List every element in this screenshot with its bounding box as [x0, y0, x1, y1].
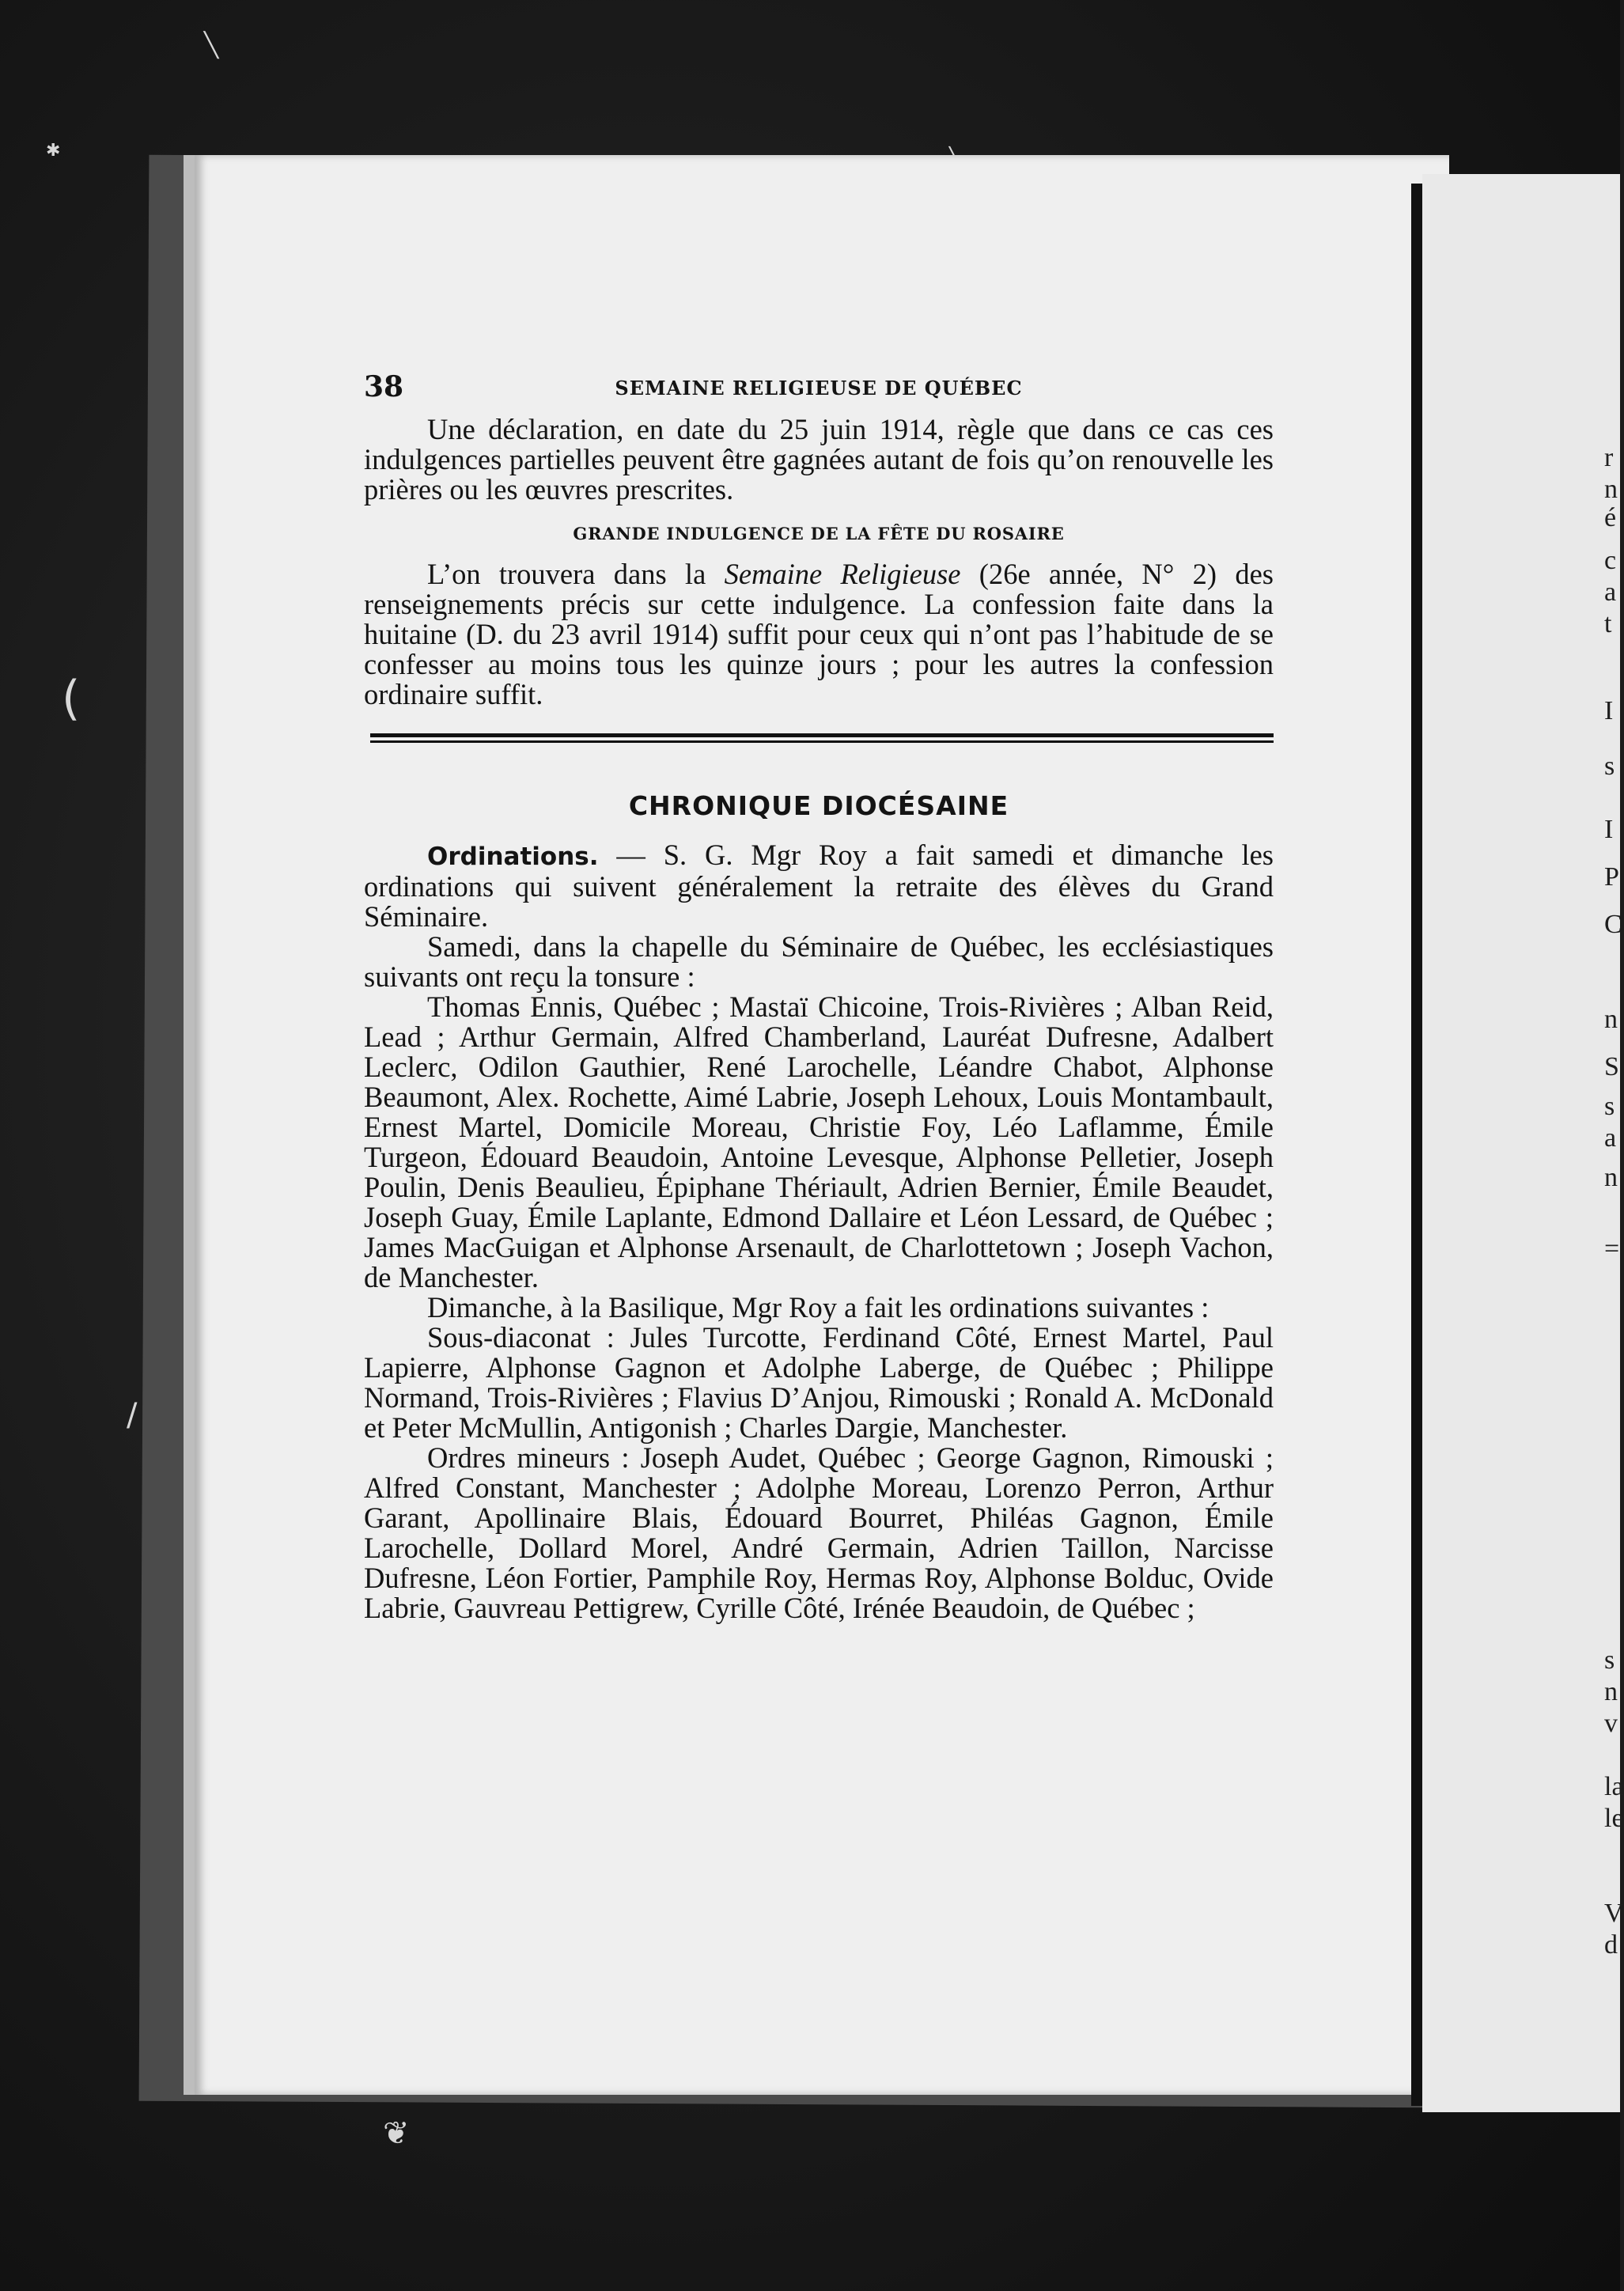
ordinations-text: — S. G. Mgr Roy a fait samedi et dimanche les ordinations qui suivent généralement la retraite des élèves du Grand Séminaire.: [364, 839, 1274, 933]
facing-page-text-fragment: S: [1604, 1052, 1619, 1081]
facing-page-text-fragment: s: [1604, 1092, 1615, 1121]
facing-page-text-fragment: n: [1604, 1677, 1618, 1706]
facing-page-text-fragment: C: [1604, 910, 1622, 939]
paragraph-ordinations: [364, 840, 1274, 932]
paragraph-rosaire: [364, 559, 1274, 710]
book-gutter: [1411, 184, 1422, 2106]
paragraph-tonsure-list: Thomas Ennis, Québec ; Mastaï Chicoine, Trois-Rivières ; Alban Reid, Lead ; Arthur Germain, Alfred Chamberland, Lauréat Dufresne, Adalbert Leclerc, Odilon Gauthier, René Larochelle, Léandre Chabot, Alphonse Beaumont, Alex. Rochette, Aimé Labrie, Joseph Lehoux, Louis Montambault, Ernest Martel, Domicile Moreau, Christie Foy, Léo Laflamme, Émile Turgeon, Édouard Beaudoin, Antoine Levesque, Alphonse Pelletier, Joseph Poulin, Denis Beaulieu, Épiphane Thériault, Adrien Bernier, Émile Beaudet, Joseph Guay, Émile Laplante, Edmond Dallaire et Léon Lessard, de Québec ; James MacGuigan et Alphonse Arsenault, de Charlottetown ; Joseph Vachon, de Manchester.: [364, 990, 1274, 1293]
page-number: 38: [364, 370, 404, 403]
facing-page-text-fragment: V: [1604, 1899, 1624, 1928]
facing-page-text-fragment: t: [1604, 609, 1612, 638]
paragraph-rosaire-before: L’on trouvera dans la: [427, 558, 725, 590]
dust-speck: ❦: [383, 2115, 410, 2152]
facing-page-text-fragment: le: [1604, 1804, 1624, 1833]
dust-speck: (: [62, 671, 81, 726]
paragraph-minor-orders: Ordres mineurs : Joseph Audet, Québec ; George Gagnon, Rimouski ; Alfred Constant, Manchester ; Adolphe Moreau, Lorenzo Perron, Arthur Garant, Apollinaire Blais, Édouard Bourret, Philéas Gagnon, Émile Larochelle, Dollard Morel, André Germain, Adrien Taillon, Narcisse Dufresne, Léon Fortier, Pamphile Roy, Hermas Roy, Alphonse Bolduc, Ovide Labrie, Gauvreau Pettigrew, Cyrille Côté, Irénée Beaudoin, de Québec ;: [364, 1441, 1274, 1624]
section-divider-rule: [370, 733, 1274, 743]
facing-page-text-fragment: a: [1604, 577, 1617, 607]
facing-page-text-fragment: I: [1604, 696, 1614, 725]
running-head-title: SEMAINE RELIGIEUSE DE QUÉBEC: [615, 377, 1023, 400]
facing-page-text-fragment: s: [1604, 1645, 1615, 1675]
paragraph-saturday: Samedi, dans la chapelle du Séminaire de Québec, les ecclésiastiques suivants ont reçu la tonsure :: [364, 930, 1274, 993]
facing-page-text-fragment: d: [1604, 1930, 1618, 1960]
facing-page-text-fragment: n: [1604, 475, 1618, 504]
paragraph-declaration: Une déclaration, en date du 25 juin 1914, règle que dans ce cas ces indulgences partielles peuvent être gagnées autant de fois qu’on renouvelle les prières ou les œuvres prescrites.: [364, 413, 1274, 506]
paragraph-rosaire-italic: Semaine Religieuse: [724, 558, 961, 590]
dust-speck: ✱: [46, 141, 61, 161]
dust-speck: /: [127, 1397, 138, 1433]
facing-page-text-fragment: n: [1604, 1163, 1618, 1192]
ordinations-lead: Ordinations.: [427, 843, 599, 871]
dust-speck: ╲: [204, 32, 219, 59]
section-title: CHRONIQUE DIOCÉSAINE: [628, 790, 1009, 821]
facing-page-text-fragment: v: [1604, 1709, 1618, 1738]
facing-page-text-fragment: P: [1604, 862, 1619, 892]
facing-page: [1422, 174, 1624, 2112]
facing-page-text-fragment: la: [1604, 1772, 1624, 1801]
paragraph-subdiaconate: Sous-diaconat : Jules Turcotte, Ferdinand Côté, Ernest Martel, Paul Lapierre, Alphonse Gagnon et Adolphe Laberge, de Québec ; Philippe Normand, Trois-Rivières ; Flavius D’Anjou, Rimouski ; Ronald A. McDonald et Peter McMullin, Antigonish ; Charles Dargie, Manchester.: [364, 1321, 1274, 1444]
facing-page-text-fragment: c: [1604, 546, 1617, 575]
facing-page-text-fragment: n: [1604, 1005, 1618, 1034]
facing-page-text-fragment: s: [1604, 752, 1615, 781]
running-head: [364, 364, 1274, 415]
facing-page-text-fragment: I: [1604, 815, 1614, 844]
paragraph-sunday: Dimanche, à la Basilique, Mgr Roy a fait les ordinations suivantes :: [427, 1291, 1209, 1323]
facing-page-text-fragment: =: [1604, 1234, 1620, 1263]
facing-page-text-fragment: r: [1604, 443, 1614, 472]
page-content: [364, 364, 1274, 1623]
facing-page-text-fragment: é: [1604, 503, 1617, 532]
paragraph-rosaire-after: (26e année, N° 2) des renseignements précis sur cette indulgence. La confession faite dans la huitaine (D. du 23 avril 1914) suffit pour ceux qui n’ont pas l’habitude de se confesser au moins tous les quinze jours ; pour les autres la confession ordinaire suffit.: [364, 558, 1274, 710]
subheading-rosaire: GRANDE INDULGENCE DE LA FÊTE DU ROSAIRE: [573, 524, 1065, 543]
facing-page-text-fragment: a: [1604, 1123, 1617, 1153]
